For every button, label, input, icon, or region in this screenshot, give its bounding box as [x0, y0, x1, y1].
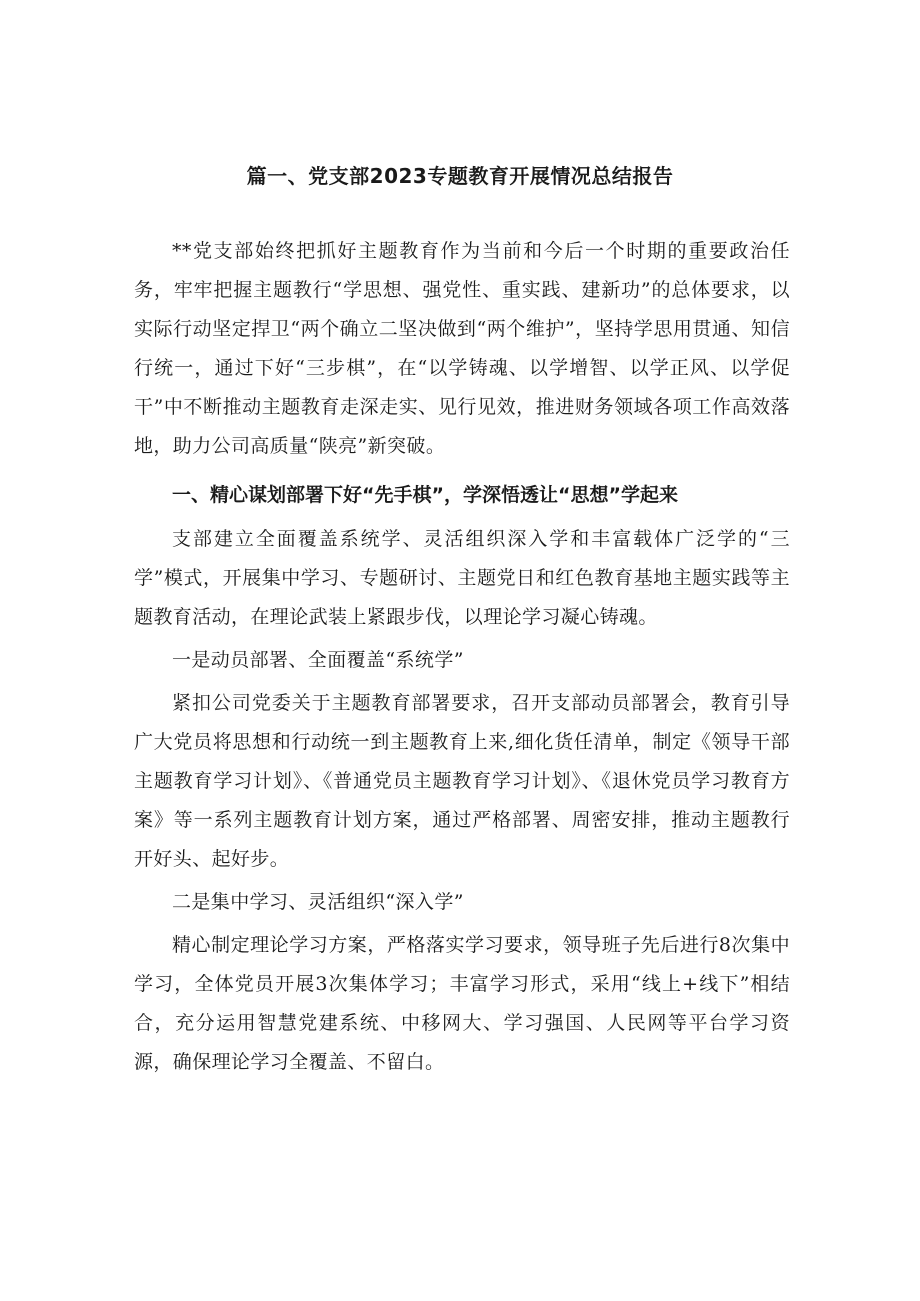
section-heading: 一、精心谋划部署下好“先手棋”，学深悟透让“思想”学起来 — [172, 484, 678, 506]
document-title: 篇一、党支部2023专题教育开展情况总结报告 — [246, 164, 674, 188]
point-heading: 二是集中学习、灵活组织“深入学” — [172, 891, 464, 913]
point-paragraph: 紧扣公司党委关于主题教育部署要求，召开支部动员部署会，教育引导广大党员将思想和行动统一到主题教育上来,细化货任清单，制定《领导干部主题教育学习计划》、《普通党员主题教育学习计划》、《退休党员学习教育方案》等一系列主题教育计划方案，通过严格部署、周密安排，推动主题教行开好头、起好步。 — [134, 692, 790, 870]
point-heading: 一是动员部署、全面覆盖“系统学” — [172, 649, 464, 671]
intro-paragraph: **党支部始终把抓好主题教育作为当前和今后一个时期的重要政治任务，牢牢把握主题教行“学思想、强党性、重实践、建新功”的总体要求，以实际行动坚定捍卫“两个确立二坚决做到“两个维护”，坚持学思用贯通、知信行统一，通过下好“三步棋”，在“以学铸魂、以学增智、以学正风、以学促干”中不断推动主题教育走深走实、见行见效，推进财务领域各项工作高效落地，助力公司高质量“陕亮”新突破。 — [134, 240, 790, 457]
document-body — [134, 232, 790, 1082]
section-paragraph: 支部建立全面覆盖系统学、灵活组织深入学和丰富载体广泛学的“三学”模式，开展集中学习、专题研讨、主题党日和红色教育基地主题实践等主题教育活动，在理论武装上紧跟步伐，以理论学习凝心铸魂。 — [134, 528, 790, 628]
point-paragraph: 精心制定理论学习方案，严格落实学习要求，领导班子先后进行8次集中学习，全体党员开展3次集体学习；丰富学习形式，采用“线上+线下”相结合，充分运用智慧党建系统、中移网大、学习强国、人民网等平台学习资源，确保理论学习全覆盖、不留白。 — [134, 934, 790, 1073]
